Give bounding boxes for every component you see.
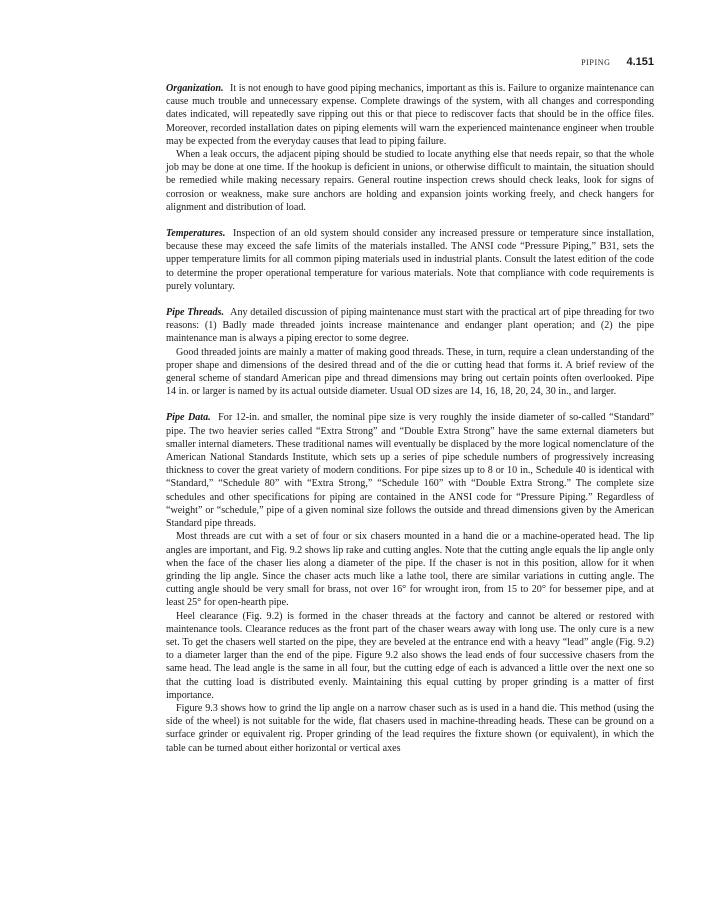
paragraph-text: Inspection of an old system should consider any increased pressure or temperature since installation, because these may exceed the safe limits of the materials installed. The ANSI code “Pressure Piping,” B31, sets the upper temperature limits for all common piping materials used in industrial plants. Consult the latest edition of the code to determine the proper operational temperature for various materials. Note that compliance with code requirements is purely voluntary. (166, 228, 654, 292)
paragraph: When a leak occurs, the adjacent piping should be studied to locate anything else that needs repair, so that the whole job may be done at one time. If the hookup is deficient in unions, or otherwise difficult to maintain, the situation should be remedied while making necessary repairs. General routine inspection crews should check leaks, look for signs of corrosion or weakness, make sure anchors are holding and expansion joints working freely, and check hangers for alignment and distribution of load. (166, 149, 654, 213)
paragraph: Figure 9.3 shows how to grind the lip angle on a narrow chaser such as is used in a hand die. This method (using the side of the wheel) is not suitable for the wide, flat chasers used in machine-threading heads. These can be ground on a surface grinder or equivalent rig. Proper grinding of the lead requires the fixture shown (or equivalent), in which the table can be turned about either horizontal or vertical axes (166, 702, 654, 754)
paragraph (166, 82, 654, 148)
paragraph: Most threads are cut with a set of four or six chasers mounted in a hand die or a machine-operated head. The lip angles are important, and Fig. 9.2 shows lip rake and cutting angles. Note that the cutting angle equals the lip angle only when the face of the chaser lies along a diameter of the pipe. If the chaser is not in this position, allow for it when grinding the lip angle. Since the chaser acts much like a lathe tool, there are similar variations in cutting angle. The cutting angle should be very small for brass, not over 16° for wrought iron, from 15 to 20° for bessemer pipe, and at least 25° for open-hearth pipe. (166, 531, 654, 609)
page-number: 4.151 (626, 56, 654, 68)
section-heading: Temperatures. (166, 228, 226, 240)
section-organization (166, 82, 654, 214)
section-heading: Organization. (166, 83, 224, 94)
section-heading: Pipe Threads. (166, 307, 224, 319)
paragraph (166, 227, 654, 293)
paragraph-text: Any detailed discussion of piping maintenance must start with the practical art of pipe threading for two reasons: (1) Badly made threaded joints increase maintenance and endanger plant operation; and (2) the pipe maintenance man is always a piping erector to some degree. (166, 307, 654, 345)
section-heading: Pipe Data. (166, 412, 211, 424)
paragraph-text: For 12-in. and smaller, the nominal pipe size is very roughly the inside diameter of so-called “Standard” pipe. The two heavier series called “Extra Strong” and “Double Extra Strong” have the same external diameters but smaller internal diameters. These traditional names will eventually be displaced by the more logical nomenclature of the American National Standards Institute, which sets up a series of pipe schedule numbers of progressively increasing thickness to cover the great variety of modern conditions. For pipe sizes up to 8 or 10 in., Schedule 40 is identical with “Standard,” “Schedule 80” with “Extra Strong,” “Schedule 160” with “Double Extra Strong.” The complete size schedules and other specifications for piping are contained in the ANSI code for “Pressure Piping.” Regardless of “weight” or “schedule,” pipe of a given nominal size follows the outside and thread dimensions given by the American Standard pipe threads. (166, 412, 654, 530)
page-header (166, 52, 654, 68)
section-pipe-data (166, 411, 654, 754)
body-text (166, 82, 654, 768)
running-title: PIPING (581, 58, 611, 67)
paragraph: Heel clearance (Fig. 9.2) is formed in the chaser threads at the factory and cannot be altered or restored with maintenance tools. Clearance reduces as the front part of the chaser wears away with long use. The only cure is a new set. To get the chasers well started on the pipe, they are beveled at the entrance end with a heavy “lead” angle (Fig. 9.2) to a diameter larger than the end of the pipe. Figure 9.2 also shows the lead ends of four successive chasers from the same head. The lead angle is the same in all four, but the cutting edge of each is advanced a little over the next one so that the cutting load is distributed evenly. Maintaining this equal cutting by proper grinding is a matter of first importance. (166, 610, 654, 701)
section-pipe-threads (166, 306, 654, 398)
section-temperatures (166, 227, 654, 293)
paragraph (166, 411, 654, 530)
paragraph (166, 306, 654, 346)
paragraph: Good threaded joints are mainly a matter of making good threads. These, in turn, require a clean understanding of the proper shape and dimensions of the desired thread and of the die or cutting head that forms it. A brief review of the general scheme of standard American pipe and thread dimensions may bring out certain points often overlooked. Pipe 14 in. or larger is named by its actual outside diameter. Usual OD sizes are 14, 16, 18, 20, 24, 30 in., and larger. (166, 346, 654, 398)
paragraph-text: It is not enough to have good piping mechanics, important as this is. Failure to organize maintenance can cause much trouble and unnecessary expense. Complete drawings of the system, with all changes and corresponding dates indicated, will repeatedly save ripping out this or that piece to rediscover facts that should be in the office files. Moreover, recorded installation dates on piping elements will warn the experienced maintenance engineer when trouble may be expected from the everyday causes that lead to piping failure. (166, 83, 654, 147)
